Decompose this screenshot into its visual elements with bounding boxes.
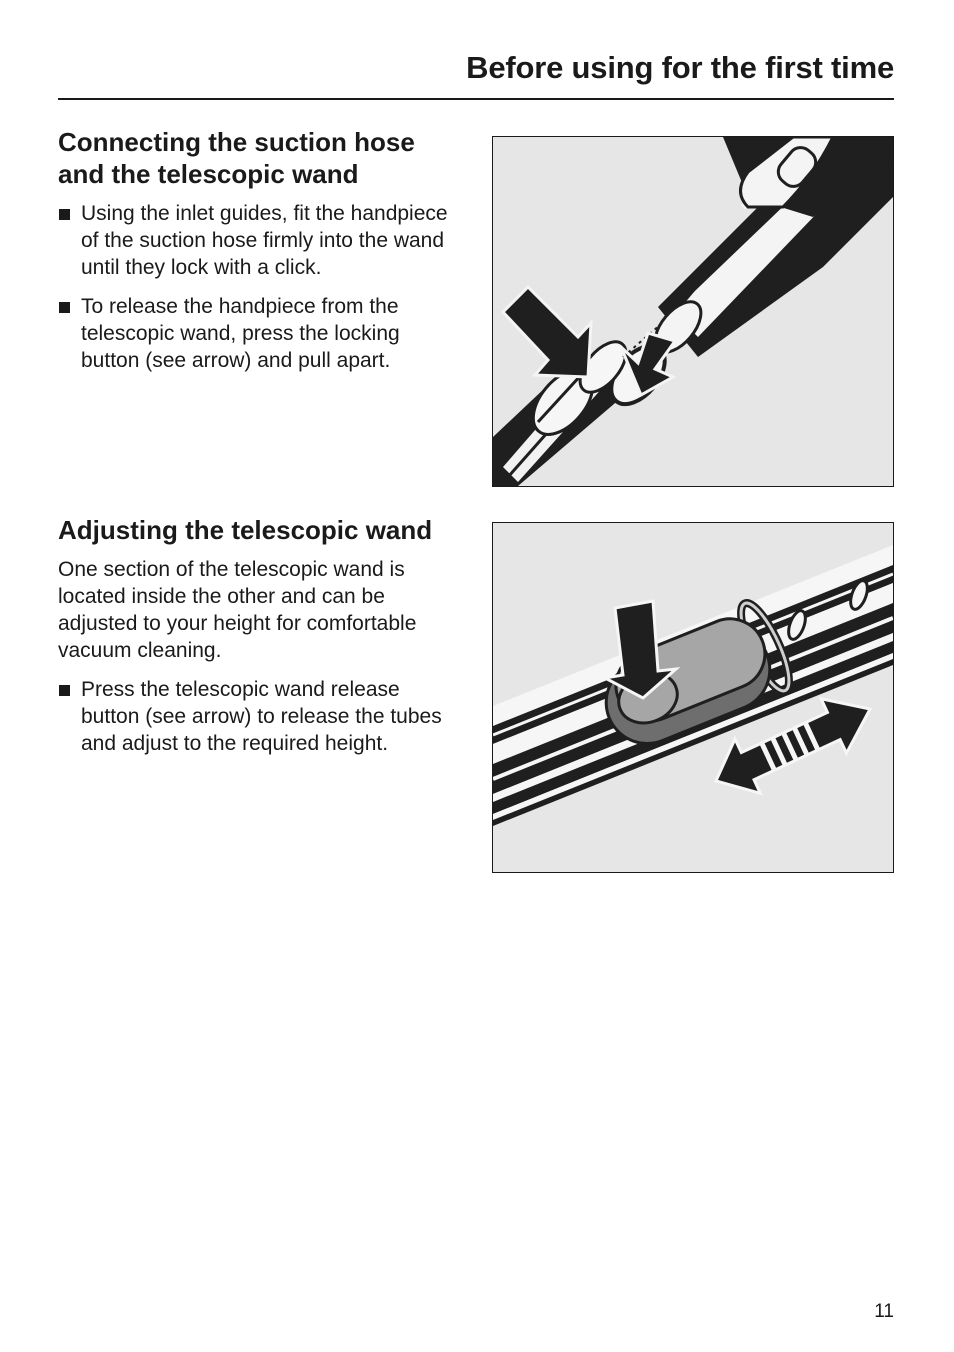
- bullet-square-icon: [59, 302, 70, 313]
- list-item: [58, 676, 458, 757]
- list-item-text: Using the inlet guides, fit the handpiece of the suction hose firmly into the wand until they lock with a click.: [81, 202, 448, 279]
- header-rule: [58, 98, 894, 100]
- list-item-text: Press the telescopic wand release button (see arrow) to release the tubes and adjust to the required height.: [81, 678, 442, 755]
- telescopic-wand-illustration: [492, 522, 894, 873]
- instruction-list: [58, 676, 458, 757]
- section-connecting-hose: [58, 126, 458, 386]
- section-heading: Connecting the suction hose and the telescopic wand: [58, 127, 415, 189]
- instruction-list: [58, 200, 458, 374]
- bullet-square-icon: [59, 209, 70, 220]
- section-intro: One section of the telescopic wand is located inside the other and can be adjusted to your height for comfortable vacuum cleaning.: [58, 558, 417, 662]
- list-item-text: To release the handpiece from the telescopic wand, press the locking button (see arrow) and pull apart.: [81, 295, 400, 372]
- page-header-title: Before using for the first time: [466, 50, 894, 85]
- section-heading: Adjusting the telescopic wand: [58, 515, 433, 545]
- list-item: [58, 200, 458, 281]
- list-item: [58, 293, 458, 374]
- section-adjusting-wand: [58, 514, 458, 769]
- hose-connection-illustration: [492, 136, 894, 487]
- bullet-square-icon: [59, 685, 70, 696]
- page-number: 11: [874, 1301, 894, 1322]
